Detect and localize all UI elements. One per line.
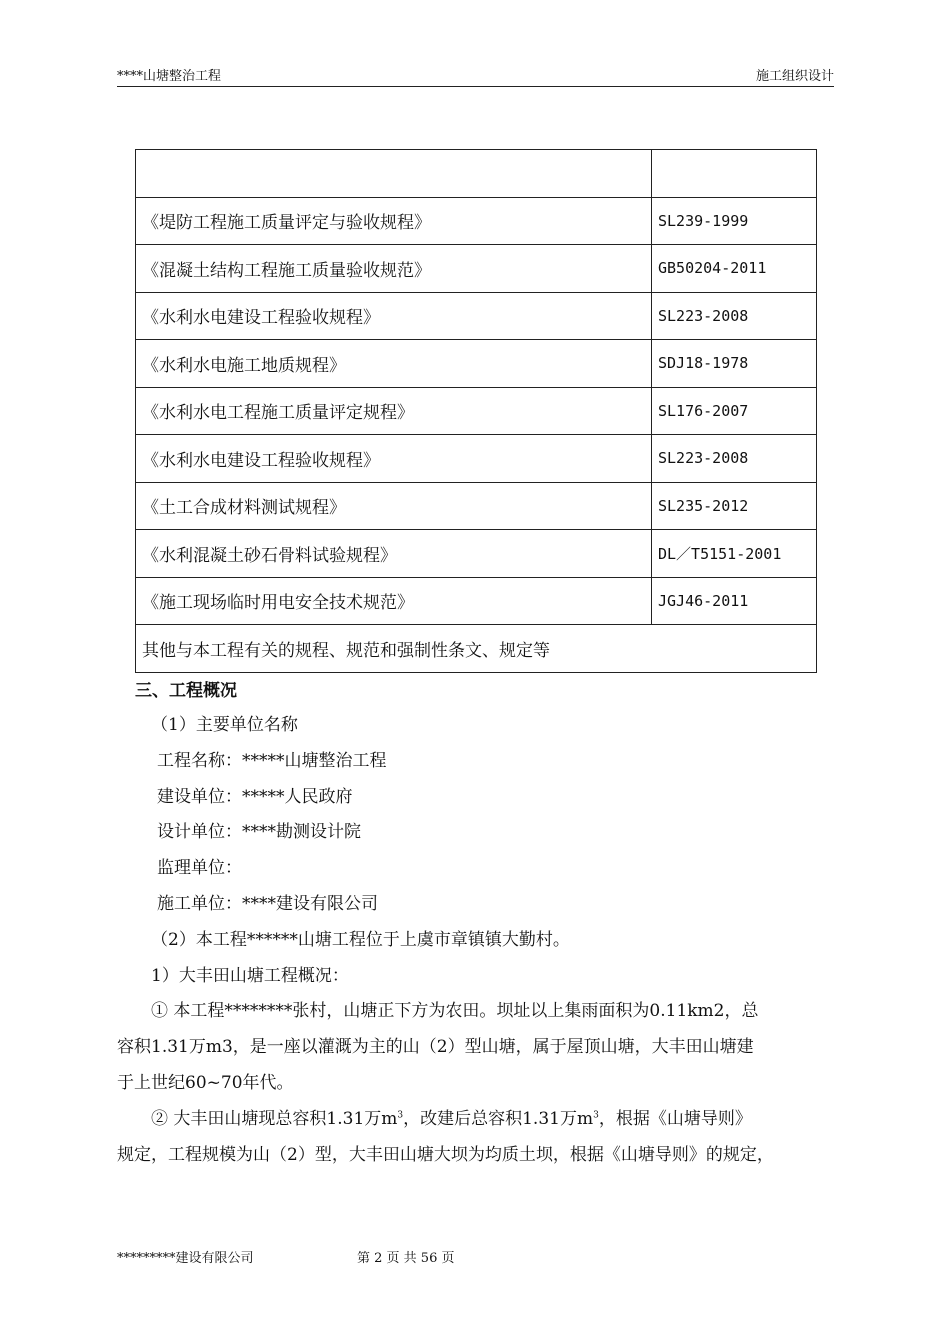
page-number: 第 2 页 共 56 页 <box>357 1251 455 1266</box>
header-document-type: 施工组织设计 <box>755 69 834 84</box>
subsection-location: （2）本工程******山塘工程位于上虞市章镇镇大勤村。 <box>151 929 570 950</box>
standards-table <box>135 149 817 673</box>
supervisor-line: 监理单位： <box>157 858 242 879</box>
p2-text-c: ，根据《山塘导则》 <box>598 1108 752 1129</box>
paragraph-1-line-1: ① 本工程********张村，山塘正下方为农田。坝址以上集雨面积为0.11km2，总 <box>151 1001 759 1022</box>
table-row <box>136 292 817 340</box>
standard-name <box>136 150 652 198</box>
table-row <box>136 482 817 530</box>
paragraph-1-line-2: 容积1.31万m3，是一座以灌溉为主的山（2）型山塘，属于屋顶山塘，大丰田山塘建 <box>117 1037 754 1058</box>
project-overview <box>117 674 834 1173</box>
subsection-units: （1）主要单位名称 <box>151 715 298 735</box>
standard-name: 《土工合成材料测试规程》 <box>136 482 652 530</box>
footer-company: *********建设有限公司 <box>117 1251 254 1266</box>
standard-code <box>652 150 817 198</box>
standard-name: 《水利水电建设工程验收规程》 <box>136 292 652 340</box>
designer-line: 设计单位：****勘测设计院 <box>157 822 361 843</box>
standard-code: SL223-2008 <box>652 435 817 483</box>
table-row <box>136 340 817 388</box>
standard-name: 《水利水电建设工程验收规程》 <box>136 435 652 483</box>
standard-code: SDJ18-1978 <box>652 340 817 388</box>
standard-code: SL239-1999 <box>652 197 817 245</box>
project-name-line: 工程名称：*****山塘整治工程 <box>157 750 387 771</box>
table-row <box>136 577 817 625</box>
standard-name: 《水利水电施工地质规程》 <box>136 340 652 388</box>
contractor-line: 施工单位：****建设有限公司 <box>157 893 378 914</box>
standard-code: SL223-2008 <box>652 292 817 340</box>
standard-code: SL176-2007 <box>652 387 817 435</box>
standard-name: 《混凝土结构工程施工质量验收规范》 <box>136 245 652 293</box>
table-row <box>136 150 817 198</box>
table-row <box>136 530 817 578</box>
standard-name: 《水利混凝土砂石骨料试验规程》 <box>136 530 652 578</box>
table-row <box>136 245 817 293</box>
subsection-dafengtian: 1）大丰田山塘工程概况： <box>151 965 349 986</box>
superscript-3: 3 <box>397 1110 404 1121</box>
standard-code: JGJ46-2011 <box>652 577 817 625</box>
header-project-title: ****山塘整治工程 <box>117 69 222 84</box>
table-row <box>136 387 817 435</box>
p2-text-a: ② 大丰田山塘现总容积1.31万m <box>151 1108 398 1129</box>
paragraph-2-line-1 <box>117 1102 834 1138</box>
superscript-3: 3 <box>593 1110 599 1121</box>
table-row <box>136 625 817 673</box>
page-header <box>117 66 834 87</box>
paragraph-1-line-3: 于上世纪60~70年代。 <box>117 1072 294 1093</box>
page-footer <box>117 1247 834 1265</box>
standard-code: DL／T5151-2001 <box>652 530 817 578</box>
standard-name: 《堤防工程施工质量评定与验收规程》 <box>136 197 652 245</box>
standard-name: 《水利水电工程施工质量评定规程》 <box>136 387 652 435</box>
other-standards-row: 其他与本工程有关的规程、规范和强制性条文、规定等 <box>136 625 817 673</box>
paragraph-2-line-2: 规定，工程规模为山（2）型，大丰田山塘大坝为均质土坝，根据《山塘导则》的规定， <box>117 1144 774 1165</box>
standard-name: 《施工现场临时用电安全技术规范》 <box>136 577 652 625</box>
table-row <box>136 197 817 245</box>
section-heading: 三、工程概况 <box>135 681 237 701</box>
owner-line: 建设单位：*****人民政府 <box>157 786 353 807</box>
standard-code: GB50204-2011 <box>652 245 817 293</box>
table-row <box>136 435 817 483</box>
standard-code: SL235-2012 <box>652 482 817 530</box>
p2-text-b: ，改建后总容积1.31万m <box>403 1108 594 1129</box>
